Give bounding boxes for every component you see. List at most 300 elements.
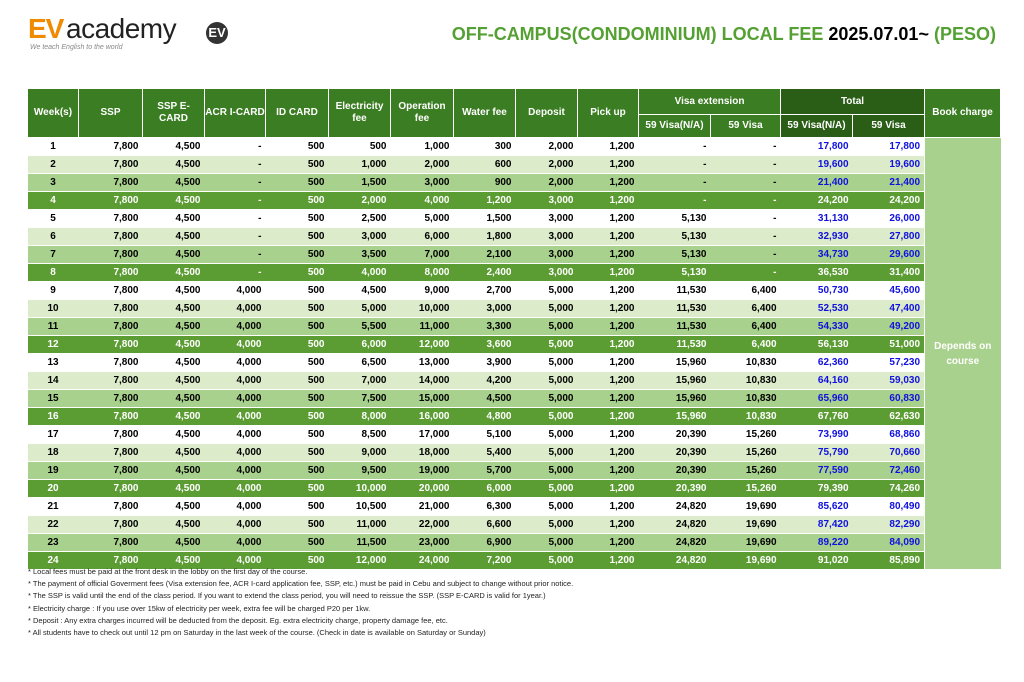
cell-acr-icard: - <box>205 192 266 210</box>
cell-week: 17 <box>28 426 79 444</box>
cell-visa-ext-na: 20,390 <box>639 444 711 462</box>
note-6: * All students have to check out until 12 pm on Saturday in the last week of the course. (Check in date is available on Saturday or Sunday) <box>28 628 486 638</box>
cell-ssp: 7,800 <box>79 282 143 300</box>
cell-ssp-ecard: 4,500 <box>143 228 205 246</box>
cell-id-card: 500 <box>266 156 329 174</box>
cell-visa-ext-59: 15,260 <box>711 480 781 498</box>
cell-total-na: 65,960 <box>781 390 853 408</box>
cell-id-card: 500 <box>266 228 329 246</box>
cell-visa-ext-59: - <box>711 174 781 192</box>
cell-id-card: 500 <box>266 282 329 300</box>
cell-pickup: 1,200 <box>578 462 639 480</box>
cell-week: 14 <box>28 372 79 390</box>
cell-acr-icard: 4,000 <box>205 462 266 480</box>
cell-ssp: 7,800 <box>79 264 143 282</box>
cell-acr-icard: 4,000 <box>205 480 266 498</box>
cell-operation-fee: 9,000 <box>391 282 454 300</box>
cell-ssp-ecard: 4,500 <box>143 408 205 426</box>
cell-total-na: 21,400 <box>781 174 853 192</box>
cell-visa-ext-na: 15,960 <box>639 372 711 390</box>
cell-visa-ext-59: 15,260 <box>711 462 781 480</box>
cell-visa-ext-na: 20,390 <box>639 462 711 480</box>
cell-electricity-fee: 3,000 <box>329 228 391 246</box>
cell-week: 16 <box>28 408 79 426</box>
cell-total-59: 68,860 <box>853 426 925 444</box>
header-visa-ext-59: 59 Visa <box>711 115 781 138</box>
title-date: 2025.07.01~ <box>828 24 929 44</box>
cell-acr-icard: - <box>205 228 266 246</box>
cell-ssp-ecard: 4,500 <box>143 534 205 552</box>
cell-total-na: 73,990 <box>781 426 853 444</box>
cell-visa-ext-59: 6,400 <box>711 336 781 354</box>
cell-operation-fee: 12,000 <box>391 336 454 354</box>
cell-pickup: 1,200 <box>578 138 639 156</box>
cell-acr-icard: 4,000 <box>205 318 266 336</box>
table-row <box>28 354 1001 372</box>
cell-deposit: 5,000 <box>516 426 578 444</box>
cell-acr-icard: 4,000 <box>205 300 266 318</box>
header-water-fee: Water fee <box>454 89 516 138</box>
cell-acr-icard: 4,000 <box>205 516 266 534</box>
cell-total-na: 17,800 <box>781 138 853 156</box>
cell-pickup: 1,200 <box>578 552 639 570</box>
cell-electricity-fee: 2,500 <box>329 210 391 228</box>
cell-total-59: 24,200 <box>853 192 925 210</box>
table-row <box>28 444 1001 462</box>
cell-operation-fee: 5,000 <box>391 210 454 228</box>
cell-total-59: 72,460 <box>853 462 925 480</box>
cell-pickup: 1,200 <box>578 444 639 462</box>
cell-acr-icard: 4,000 <box>205 426 266 444</box>
table-row <box>28 390 1001 408</box>
table-row <box>28 372 1001 390</box>
cell-total-na: 89,220 <box>781 534 853 552</box>
cell-id-card: 500 <box>266 426 329 444</box>
cell-electricity-fee: 7,000 <box>329 372 391 390</box>
cell-electricity-fee: 12,000 <box>329 552 391 570</box>
cell-water-fee: 3,600 <box>454 336 516 354</box>
cell-total-59: 19,600 <box>853 156 925 174</box>
cell-ssp: 7,800 <box>79 408 143 426</box>
cell-id-card: 500 <box>266 174 329 192</box>
cell-visa-ext-na: 5,130 <box>639 246 711 264</box>
cell-pickup: 1,200 <box>578 156 639 174</box>
table-row <box>28 264 1001 282</box>
cell-id-card: 500 <box>266 534 329 552</box>
cell-visa-ext-na: - <box>639 156 711 174</box>
note-4: * Electricity charge : If you use over 15kw of electricity per week, extra fee will be charged P20 per 1kw. <box>28 603 371 613</box>
cell-deposit: 5,000 <box>516 354 578 372</box>
cell-electricity-fee: 8,500 <box>329 426 391 444</box>
cell-operation-fee: 24,000 <box>391 552 454 570</box>
header-id-card: ID CARD <box>266 89 329 138</box>
cell-deposit: 5,000 <box>516 300 578 318</box>
cell-electricity-fee: 4,500 <box>329 282 391 300</box>
cell-week: 22 <box>28 516 79 534</box>
cell-acr-icard: - <box>205 264 266 282</box>
cell-visa-ext-na: - <box>639 192 711 210</box>
cell-total-na: 87,420 <box>781 516 853 534</box>
cell-acr-icard: 4,000 <box>205 282 266 300</box>
cell-ssp: 7,800 <box>79 246 143 264</box>
cell-electricity-fee: 1,000 <box>329 156 391 174</box>
cell-id-card: 500 <box>266 498 329 516</box>
cell-week: 21 <box>28 498 79 516</box>
cell-ssp-ecard: 4,500 <box>143 498 205 516</box>
cell-total-59: 51,000 <box>853 336 925 354</box>
cell-ssp-ecard: 4,500 <box>143 444 205 462</box>
cell-visa-ext-na: 24,820 <box>639 534 711 552</box>
cell-id-card: 500 <box>266 390 329 408</box>
cell-water-fee: 2,100 <box>454 246 516 264</box>
cell-visa-ext-na: 11,530 <box>639 336 711 354</box>
cell-week: 11 <box>28 318 79 336</box>
header-ssp: SSP <box>79 89 143 138</box>
cell-total-na: 75,790 <box>781 444 853 462</box>
cell-week: 6 <box>28 228 79 246</box>
cell-id-card: 500 <box>266 264 329 282</box>
logo-mark-icon: EV <box>206 22 228 44</box>
logo-ev-text: EV <box>28 13 64 44</box>
cell-total-na: 19,600 <box>781 156 853 174</box>
cell-total-59: 57,230 <box>853 354 925 372</box>
cell-total-59: 27,800 <box>853 228 925 246</box>
cell-operation-fee: 17,000 <box>391 426 454 444</box>
cell-week: 18 <box>28 444 79 462</box>
header-total-na: 59 Visa(N/A) <box>781 115 853 138</box>
cell-week: 4 <box>28 192 79 210</box>
cell-id-card: 500 <box>266 372 329 390</box>
fee-table <box>27 88 1001 570</box>
cell-total-na: 54,330 <box>781 318 853 336</box>
cell-operation-fee: 11,000 <box>391 318 454 336</box>
header-book-charge: Book charge <box>925 89 1001 138</box>
cell-total-59: 84,090 <box>853 534 925 552</box>
cell-week: 12 <box>28 336 79 354</box>
cell-week: 23 <box>28 534 79 552</box>
cell-acr-icard: 4,000 <box>205 354 266 372</box>
cell-ssp: 7,800 <box>79 552 143 570</box>
cell-deposit: 3,000 <box>516 210 578 228</box>
cell-ssp-ecard: 4,500 <box>143 300 205 318</box>
table-row <box>28 282 1001 300</box>
cell-operation-fee: 19,000 <box>391 462 454 480</box>
cell-week: 2 <box>28 156 79 174</box>
cell-visa-ext-59: - <box>711 228 781 246</box>
cell-water-fee: 4,800 <box>454 408 516 426</box>
cell-operation-fee: 23,000 <box>391 534 454 552</box>
cell-week: 20 <box>28 480 79 498</box>
cell-visa-ext-59: - <box>711 192 781 210</box>
cell-deposit: 5,000 <box>516 552 578 570</box>
header-week: Week(s) <box>28 89 79 138</box>
cell-acr-icard: 4,000 <box>205 372 266 390</box>
cell-visa-ext-59: 15,260 <box>711 426 781 444</box>
table-row <box>28 318 1001 336</box>
cell-visa-ext-na: 11,530 <box>639 300 711 318</box>
cell-pickup: 1,200 <box>578 480 639 498</box>
cell-total-59: 85,890 <box>853 552 925 570</box>
note-5: * Deposit : Any extra charges incurred will be deducted from the deposit. Eg. extra electricity charge, property damage fee, etc. <box>28 615 448 625</box>
cell-visa-ext-na: 20,390 <box>639 480 711 498</box>
cell-operation-fee: 4,000 <box>391 192 454 210</box>
cell-id-card: 500 <box>266 408 329 426</box>
cell-acr-icard: 4,000 <box>205 444 266 462</box>
cell-ssp: 7,800 <box>79 300 143 318</box>
cell-deposit: 3,000 <box>516 192 578 210</box>
cell-operation-fee: 20,000 <box>391 480 454 498</box>
fee-table-body <box>28 138 1001 570</box>
cell-deposit: 2,000 <box>516 138 578 156</box>
table-row <box>28 408 1001 426</box>
cell-deposit: 2,000 <box>516 174 578 192</box>
cell-ssp-ecard: 4,500 <box>143 156 205 174</box>
cell-operation-fee: 13,000 <box>391 354 454 372</box>
cell-acr-icard: - <box>205 156 266 174</box>
table-row <box>28 480 1001 498</box>
cell-total-59: 26,000 <box>853 210 925 228</box>
title-main: OFF-CAMPUS(CONDOMINIUM) LOCAL FEE <box>451 24 824 44</box>
cell-total-59: 45,600 <box>853 282 925 300</box>
cell-operation-fee: 15,000 <box>391 390 454 408</box>
cell-operation-fee: 14,000 <box>391 372 454 390</box>
cell-id-card: 500 <box>266 354 329 372</box>
header-ssp-ecard: SSP E-CARD <box>143 89 205 138</box>
cell-electricity-fee: 2,000 <box>329 192 391 210</box>
cell-ssp: 7,800 <box>79 174 143 192</box>
cell-ssp: 7,800 <box>79 462 143 480</box>
cell-electricity-fee: 10,000 <box>329 480 391 498</box>
cell-week: 13 <box>28 354 79 372</box>
cell-ssp: 7,800 <box>79 228 143 246</box>
cell-electricity-fee: 8,000 <box>329 408 391 426</box>
cell-ssp: 7,800 <box>79 318 143 336</box>
cell-total-na: 64,160 <box>781 372 853 390</box>
cell-ssp: 7,800 <box>79 498 143 516</box>
cell-visa-ext-59: 10,830 <box>711 354 781 372</box>
table-row <box>28 138 1001 156</box>
cell-visa-ext-59: 19,690 <box>711 516 781 534</box>
cell-ssp: 7,800 <box>79 336 143 354</box>
cell-water-fee: 1,200 <box>454 192 516 210</box>
cell-id-card: 500 <box>266 318 329 336</box>
cell-visa-ext-na: 20,390 <box>639 426 711 444</box>
cell-deposit: 5,000 <box>516 444 578 462</box>
cell-visa-ext-59: 19,690 <box>711 534 781 552</box>
header-visa-extension: Visa extension <box>639 89 781 115</box>
cell-total-na: 36,530 <box>781 264 853 282</box>
cell-ssp: 7,800 <box>79 480 143 498</box>
cell-ssp: 7,800 <box>79 390 143 408</box>
cell-water-fee: 600 <box>454 156 516 174</box>
cell-ssp-ecard: 4,500 <box>143 246 205 264</box>
cell-ssp-ecard: 4,500 <box>143 282 205 300</box>
cell-pickup: 1,200 <box>578 228 639 246</box>
cell-water-fee: 1,500 <box>454 210 516 228</box>
cell-pickup: 1,200 <box>578 408 639 426</box>
cell-ssp-ecard: 4,500 <box>143 552 205 570</box>
cell-total-na: 85,620 <box>781 498 853 516</box>
cell-electricity-fee: 11,500 <box>329 534 391 552</box>
cell-visa-ext-na: 5,130 <box>639 228 711 246</box>
cell-deposit: 3,000 <box>516 246 578 264</box>
cell-visa-ext-59: 10,830 <box>711 408 781 426</box>
cell-water-fee: 900 <box>454 174 516 192</box>
cell-id-card: 500 <box>266 444 329 462</box>
cell-ssp: 7,800 <box>79 426 143 444</box>
cell-acr-icard: 4,000 <box>205 390 266 408</box>
cell-acr-icard: 4,000 <box>205 408 266 426</box>
cell-ssp: 7,800 <box>79 534 143 552</box>
cell-ssp-ecard: 4,500 <box>143 480 205 498</box>
cell-water-fee: 300 <box>454 138 516 156</box>
cell-week: 19 <box>28 462 79 480</box>
cell-total-na: 31,130 <box>781 210 853 228</box>
cell-electricity-fee: 1,500 <box>329 174 391 192</box>
cell-visa-ext-59: 19,690 <box>711 498 781 516</box>
cell-pickup: 1,200 <box>578 336 639 354</box>
cell-total-59: 21,400 <box>853 174 925 192</box>
cell-electricity-fee: 9,000 <box>329 444 391 462</box>
cell-water-fee: 6,600 <box>454 516 516 534</box>
cell-ssp: 7,800 <box>79 210 143 228</box>
cell-water-fee: 3,900 <box>454 354 516 372</box>
cell-electricity-fee: 7,500 <box>329 390 391 408</box>
header-electricity-fee: Electricity fee <box>329 89 391 138</box>
cell-ssp-ecard: 4,500 <box>143 390 205 408</box>
cell-water-fee: 6,900 <box>454 534 516 552</box>
cell-book-charge: Depends on course <box>925 138 1001 570</box>
cell-electricity-fee: 11,000 <box>329 516 391 534</box>
cell-ssp: 7,800 <box>79 138 143 156</box>
note-1: * Local fees must be paid at the front desk in the lobby on the first day of the course. <box>28 567 308 576</box>
cell-operation-fee: 18,000 <box>391 444 454 462</box>
cell-visa-ext-59: 6,400 <box>711 318 781 336</box>
cell-ssp: 7,800 <box>79 192 143 210</box>
cell-ssp: 7,800 <box>79 354 143 372</box>
cell-pickup: 1,200 <box>578 264 639 282</box>
cell-deposit: 5,000 <box>516 372 578 390</box>
cell-total-na: 56,130 <box>781 336 853 354</box>
cell-ssp: 7,800 <box>79 516 143 534</box>
cell-acr-icard: 4,000 <box>205 336 266 354</box>
cell-electricity-fee: 5,000 <box>329 300 391 318</box>
cell-deposit: 5,000 <box>516 336 578 354</box>
cell-operation-fee: 1,000 <box>391 138 454 156</box>
cell-total-59: 59,030 <box>853 372 925 390</box>
cell-electricity-fee: 3,500 <box>329 246 391 264</box>
cell-water-fee: 5,700 <box>454 462 516 480</box>
cell-total-59: 70,660 <box>853 444 925 462</box>
cell-week: 8 <box>28 264 79 282</box>
cell-total-na: 34,730 <box>781 246 853 264</box>
cell-total-59: 60,830 <box>853 390 925 408</box>
cell-ssp-ecard: 4,500 <box>143 372 205 390</box>
cell-operation-fee: 21,000 <box>391 498 454 516</box>
cell-visa-ext-na: 11,530 <box>639 282 711 300</box>
cell-id-card: 500 <box>266 192 329 210</box>
logo-academy-text: academy <box>66 13 177 44</box>
cell-water-fee: 4,200 <box>454 372 516 390</box>
cell-ssp-ecard: 4,500 <box>143 174 205 192</box>
cell-deposit: 5,000 <box>516 480 578 498</box>
cell-visa-ext-59: 6,400 <box>711 282 781 300</box>
cell-ssp-ecard: 4,500 <box>143 210 205 228</box>
cell-acr-icard: - <box>205 174 266 192</box>
cell-visa-ext-59: - <box>711 156 781 174</box>
cell-id-card: 500 <box>266 210 329 228</box>
cell-pickup: 1,200 <box>578 372 639 390</box>
cell-pickup: 1,200 <box>578 192 639 210</box>
cell-week: 1 <box>28 138 79 156</box>
cell-visa-ext-na: 5,130 <box>639 210 711 228</box>
cell-total-na: 67,760 <box>781 408 853 426</box>
cell-operation-fee: 7,000 <box>391 246 454 264</box>
cell-id-card: 500 <box>266 462 329 480</box>
cell-visa-ext-na: - <box>639 138 711 156</box>
cell-pickup: 1,200 <box>578 300 639 318</box>
notes <box>28 566 573 639</box>
page-title <box>452 24 996 45</box>
cell-ssp-ecard: 4,500 <box>143 516 205 534</box>
header-total: Total <box>781 89 925 115</box>
header-visa-ext-na: 59 Visa(N/A) <box>639 115 711 138</box>
cell-water-fee: 7,200 <box>454 552 516 570</box>
cell-visa-ext-59: - <box>711 264 781 282</box>
table-row <box>28 516 1001 534</box>
cell-operation-fee: 3,000 <box>391 174 454 192</box>
table-row <box>28 192 1001 210</box>
cell-pickup: 1,200 <box>578 246 639 264</box>
cell-ssp: 7,800 <box>79 156 143 174</box>
cell-visa-ext-na: - <box>639 174 711 192</box>
cell-ssp-ecard: 4,500 <box>143 462 205 480</box>
cell-operation-fee: 22,000 <box>391 516 454 534</box>
cell-electricity-fee: 9,500 <box>329 462 391 480</box>
cell-deposit: 5,000 <box>516 498 578 516</box>
cell-total-na: 32,930 <box>781 228 853 246</box>
cell-visa-ext-na: 15,960 <box>639 390 711 408</box>
note-2: * The payment of official Goverment fees (Visa extension fee, ACR I-card application fee, SSP, etc.) must be paid in Cebu and subject to change without prior notice. <box>28 579 574 589</box>
table-row <box>28 174 1001 192</box>
cell-visa-ext-na: 5,130 <box>639 264 711 282</box>
cell-acr-icard: - <box>205 138 266 156</box>
cell-id-card: 500 <box>266 516 329 534</box>
cell-water-fee: 4,500 <box>454 390 516 408</box>
cell-water-fee: 5,400 <box>454 444 516 462</box>
cell-acr-icard: - <box>205 210 266 228</box>
table-row <box>28 210 1001 228</box>
cell-visa-ext-na: 11,530 <box>639 318 711 336</box>
header-total-59: 59 Visa <box>853 115 925 138</box>
cell-visa-ext-59: 6,400 <box>711 300 781 318</box>
cell-water-fee: 1,800 <box>454 228 516 246</box>
cell-deposit: 5,000 <box>516 462 578 480</box>
table-row <box>28 534 1001 552</box>
cell-deposit: 3,000 <box>516 228 578 246</box>
cell-pickup: 1,200 <box>578 426 639 444</box>
cell-total-59: 82,290 <box>853 516 925 534</box>
cell-visa-ext-na: 24,820 <box>639 498 711 516</box>
cell-week: 15 <box>28 390 79 408</box>
cell-acr-icard: 4,000 <box>205 498 266 516</box>
cell-ssp-ecard: 4,500 <box>143 354 205 372</box>
table-row <box>28 426 1001 444</box>
cell-water-fee: 3,300 <box>454 318 516 336</box>
cell-total-59: 74,260 <box>853 480 925 498</box>
cell-week: 10 <box>28 300 79 318</box>
cell-deposit: 5,000 <box>516 408 578 426</box>
